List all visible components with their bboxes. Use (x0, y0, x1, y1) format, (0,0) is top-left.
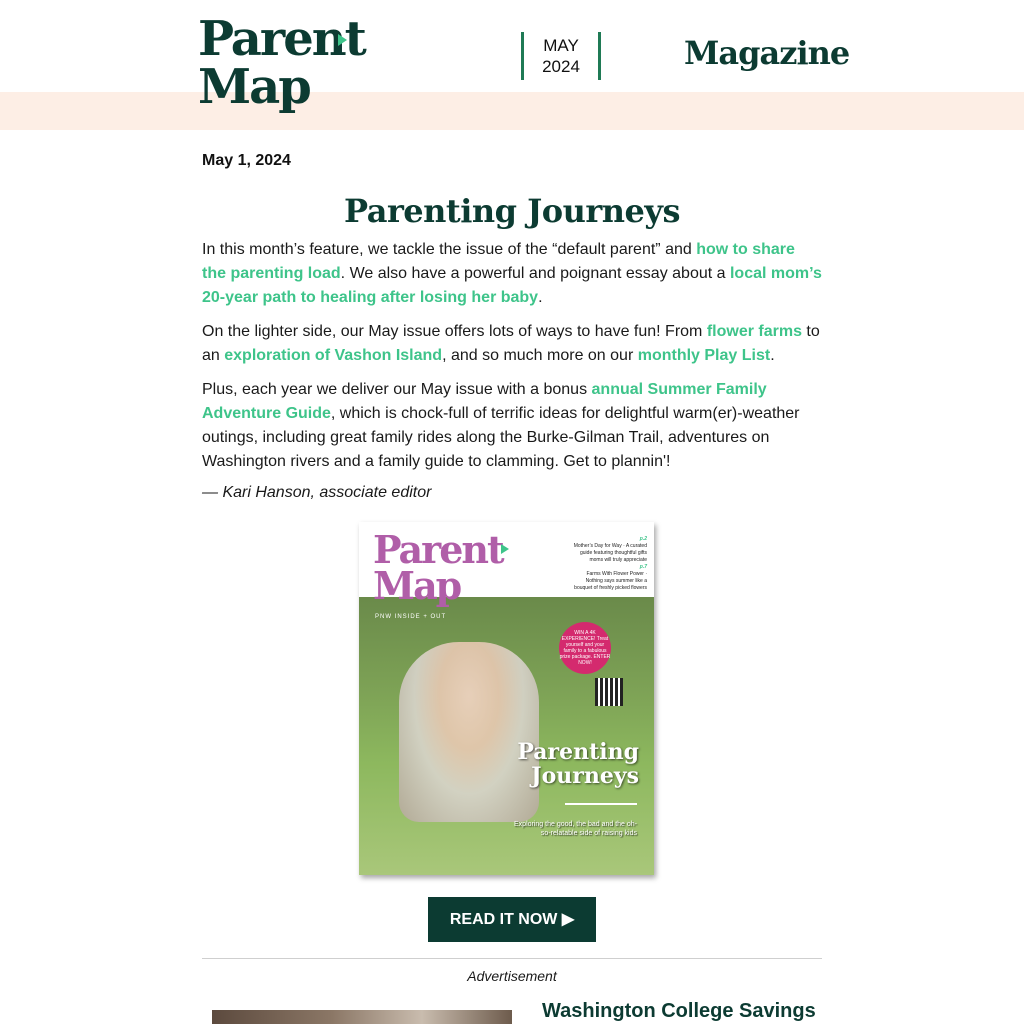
article-content (202, 150, 822, 522)
article-headline: Parenting Journeys (344, 192, 680, 230)
cover-family-figure (399, 642, 539, 822)
cover-teaser-1: Mother’s Day for Way · A curated guide featuring thoughtful gifts moms will truly appreciate (573, 543, 647, 563)
cover-title (509, 740, 639, 788)
link-moms-healing-path[interactable]: local mom’s 20-year path to healing after losing her baby (202, 265, 822, 306)
link-summer-adventure-guide[interactable]: annual Summer Family Adventure Guide (202, 381, 767, 422)
cover-logo-line-1: Parent (373, 527, 503, 572)
advertisement-label: Advertisement (467, 968, 557, 984)
issue-date-box (521, 32, 601, 80)
cover-logo-line-2: Map (373, 563, 461, 608)
article-date: May 1, 2024 (202, 152, 291, 169)
cover-subtitle: Exploring the good, the bad and the oh-so-relatable side of raising kids (514, 821, 637, 837)
logo-line-1: Parent (198, 11, 365, 67)
link-vashon-island[interactable]: exploration of Vashon Island (224, 347, 443, 364)
text: , which is chock-full of terrific ideas for delightful warm(er)-weather outings, including great family rides along the Burke-Gilman Trail, adventures on Washington rivers and a family guide to clamming. Get to plannin'! (202, 405, 800, 470)
parentmap-logo[interactable] (198, 11, 365, 115)
cover-logo (373, 527, 503, 608)
cover-play-triangle-icon (501, 544, 509, 554)
header-band (0, 92, 1024, 130)
read-it-now-button[interactable]: READ IT NOW ▶ (428, 897, 596, 942)
section-title: Magazine (684, 34, 850, 72)
play-triangle-icon (338, 34, 347, 46)
issue-year: 2024 (542, 57, 580, 76)
ad-image[interactable] (212, 1010, 512, 1024)
text: . (538, 289, 543, 306)
cover-side-teasers (571, 536, 647, 592)
text: . We also have a powerful and poignant essay about a (340, 265, 730, 282)
logo-line-2: Map (198, 59, 310, 115)
text: Plus, each year we deliver our May issue with a bonus (202, 381, 592, 398)
text: In this month’s feature, we tackle the issue of the “default parent” and (202, 241, 697, 258)
cover-title-line-2: Journeys (531, 763, 639, 789)
editor-signature: — Kari Hanson, associate editor (202, 484, 432, 501)
cover-teaser-1-page: p.2 (639, 536, 647, 542)
text: On the lighter side, our May issue offers lots of ways to have fun! From (202, 323, 707, 340)
cover-contest-badge: WIN A 4K EXPERIENCE! Treat yourself and your family to a fabulous prize package. ENTER NOW! (559, 622, 611, 674)
cover-teaser-2-page: p.7 (639, 564, 647, 570)
cover-teaser-2: Farms With Flower Power · Nothing says summer like a bouquet of freshly picked flowers (574, 571, 647, 591)
paragraph-1 (202, 238, 822, 310)
text: to an (202, 323, 820, 364)
magazine-cover-image[interactable] (359, 522, 654, 875)
qr-code-icon (595, 678, 623, 706)
text: . (770, 347, 775, 364)
ad-title[interactable]: Washington College Savings (542, 1000, 816, 1022)
link-play-list[interactable]: monthly Play List (637, 347, 771, 364)
issue-month: MAY (543, 36, 579, 55)
paragraph-3 (202, 378, 822, 474)
paragraph-2 (202, 320, 822, 368)
section-divider (202, 958, 822, 959)
cover-rule (565, 803, 637, 805)
link-share-parenting-load[interactable]: how to share the parenting load (202, 241, 795, 282)
cover-tagline: PNW INSIDE + OUT (375, 614, 447, 620)
cover-title-line-1: Parenting (517, 739, 639, 765)
text: , and so much more on our (442, 347, 638, 364)
link-flower-farms[interactable]: flower farms (706, 323, 802, 340)
